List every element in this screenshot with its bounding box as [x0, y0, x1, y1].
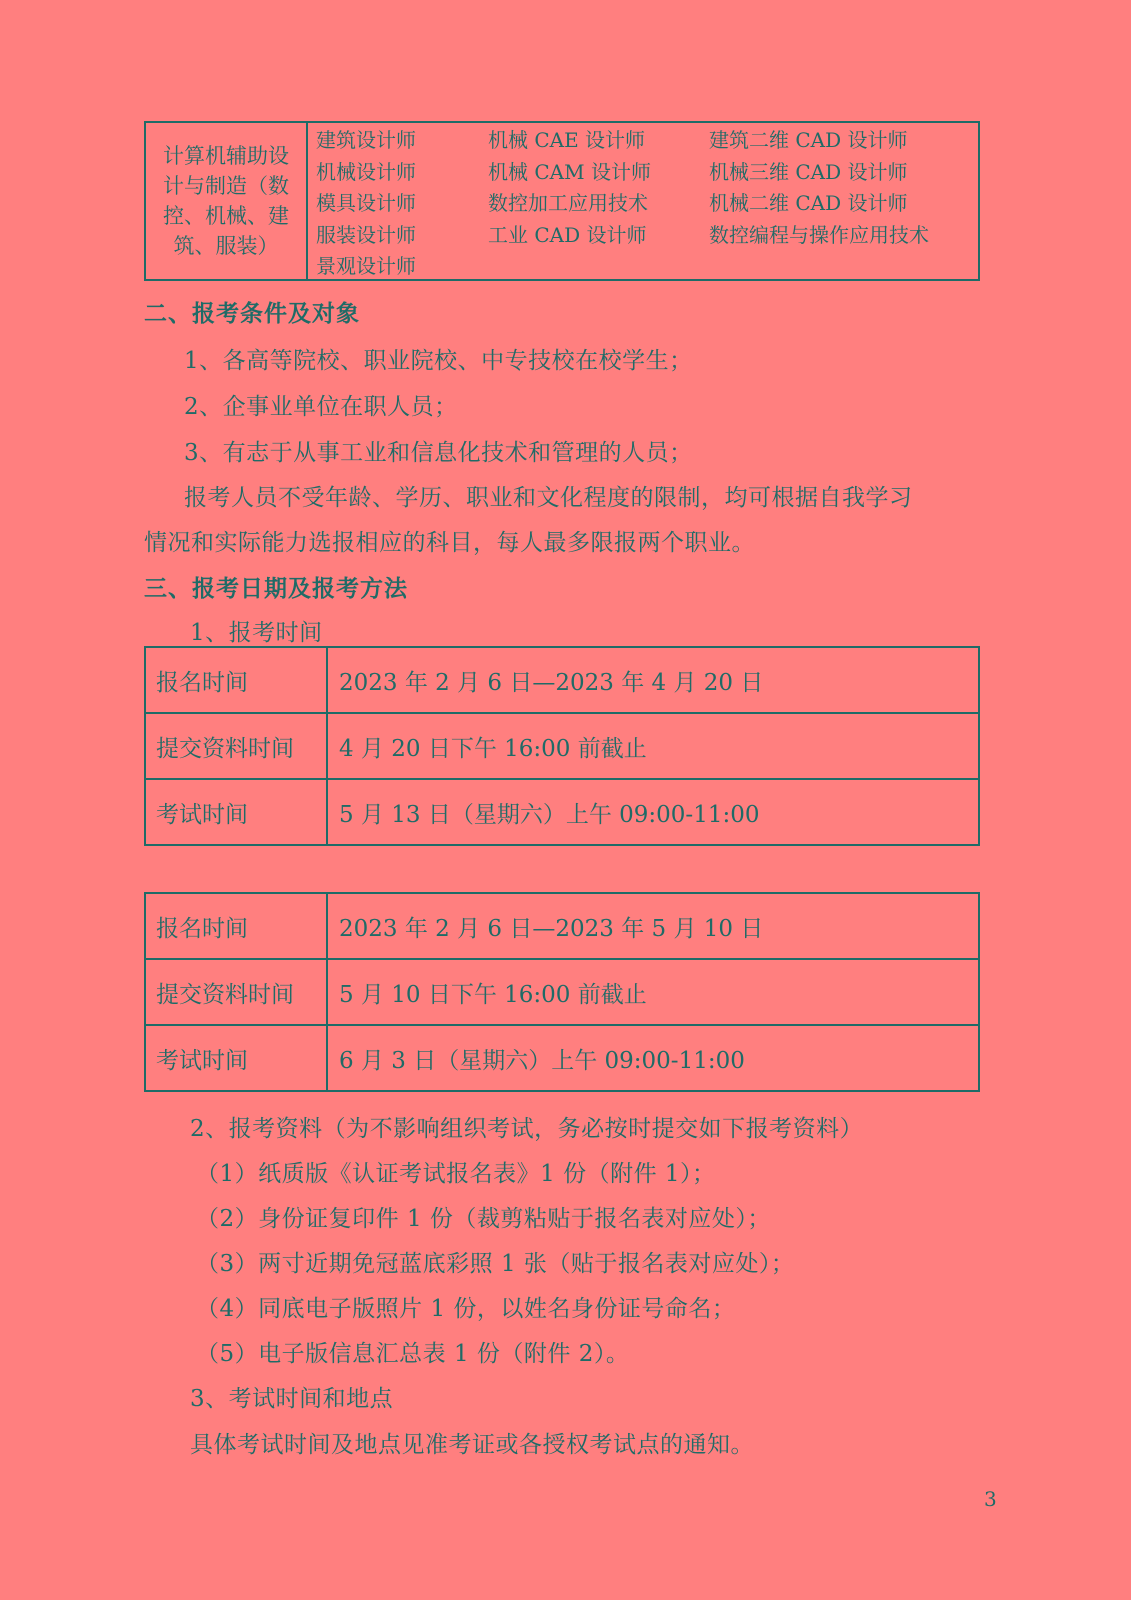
- occupation-item: 数控加工应用技术: [488, 191, 648, 215]
- schedule-value: 5 月 13 日（星期六）上午 09:00-11:00: [339, 801, 760, 828]
- category-line: 筑、服装）: [173, 234, 279, 258]
- table-row: [146, 960, 978, 1026]
- material-item: （1）纸质版《认证考试报名表》1 份（附件 1）；: [196, 1161, 716, 1187]
- table-row: [146, 894, 978, 960]
- occupation-column-1: [316, 125, 416, 283]
- subheading-registration-time: 1、报考时间: [190, 620, 323, 646]
- occupation-table: [144, 121, 980, 281]
- occupation-category-cell: [146, 123, 308, 279]
- category-line: 计算机辅助设: [163, 144, 289, 168]
- occupation-column-3: [709, 125, 929, 251]
- occupation-item: 建筑二维 CAD 设计师: [709, 128, 908, 152]
- schedule-label: 报名时间: [146, 648, 328, 712]
- subheading-exam-location: 3、考试时间和地点: [190, 1386, 394, 1412]
- schedule-label: 提交资料时间: [146, 960, 328, 1024]
- occupation-column-2: [488, 125, 651, 251]
- schedule-label: 报名时间: [146, 894, 328, 958]
- material-item: （5）电子版信息汇总表 1 份（附件 2）。: [196, 1341, 630, 1367]
- category-line: 计与制造（数: [163, 174, 289, 198]
- subheading-materials: 2、报考资料（为不影响组织考试，务必按时提交如下报考资料）: [190, 1116, 864, 1142]
- occupation-item: 机械二维 CAD 设计师: [709, 191, 908, 215]
- condition-note: 报考人员不受年龄、学历、职业和文化程度的限制，均可根据自我学习: [184, 485, 913, 511]
- table-row: [146, 648, 978, 714]
- condition-note: 情况和实际能力选报相应的科目，每人最多限报两个职业。: [144, 530, 755, 556]
- occupation-item: 建筑设计师: [316, 128, 416, 152]
- table-row: [146, 714, 978, 780]
- condition-item: 2、企事业单位在职人员；: [184, 394, 458, 420]
- occupation-item: 机械 CAE 设计师: [488, 128, 646, 152]
- schedule-label: 考试时间: [146, 780, 328, 844]
- occupation-item: 数控编程与操作应用技术: [709, 222, 929, 247]
- condition-item: 1、各高等院校、职业院校、中专技校在校学生；: [184, 348, 693, 374]
- section-heading-dates: 三、报考日期及报考方法: [144, 575, 408, 602]
- section-heading-conditions: 二、报考条件及对象: [144, 300, 360, 327]
- material-item: （2）身份证复印件 1 份（裁剪粘贴于报名表对应处）；: [196, 1206, 771, 1232]
- occupation-item: 模具设计师: [316, 191, 416, 215]
- table-row: [146, 780, 978, 844]
- schedule-value: 4 月 20 日下午 16:00 前截止: [339, 735, 647, 762]
- table-row: [146, 1026, 978, 1090]
- material-item: （4）同底电子版照片 1 份，以姓名身份证号命名；: [196, 1296, 736, 1322]
- schedule-value: 5 月 10 日下午 16:00 前截止: [339, 981, 647, 1008]
- schedule-table-1: [144, 646, 980, 846]
- occupation-item: 机械 CAM 设计师: [488, 159, 651, 184]
- condition-item: 3、有志于从事工业和信息化技术和管理的人员；: [184, 440, 693, 466]
- schedule-label: 考试时间: [146, 1026, 328, 1090]
- occupation-item: 景观设计师: [316, 254, 416, 278]
- schedule-value: 2023 年 2 月 6 日—2023 年 4 月 20 日: [339, 669, 764, 696]
- occupation-item: 工业 CAD 设计师: [488, 222, 647, 247]
- schedule-label: 提交资料时间: [146, 714, 328, 778]
- occupation-item: 机械三维 CAD 设计师: [709, 159, 908, 184]
- schedule-value: 2023 年 2 月 6 日—2023 年 5 月 10 日: [339, 915, 764, 942]
- schedule-value: 6 月 3 日（星期六）上午 09:00-11:00: [339, 1047, 745, 1074]
- occupation-item: 机械设计师: [316, 159, 416, 184]
- page-number: 3: [984, 1487, 997, 1511]
- category-line: 控、机械、建: [163, 204, 289, 228]
- occupation-item: 服装设计师: [316, 222, 416, 247]
- schedule-table-2: [144, 892, 980, 1092]
- exam-location-text: 具体考试时间及地点见准考证或各授权考试点的通知。: [190, 1432, 754, 1458]
- material-item: （3）两寸近期免冠蓝底彩照 1 张（贴于报名表对应处）；: [196, 1251, 795, 1277]
